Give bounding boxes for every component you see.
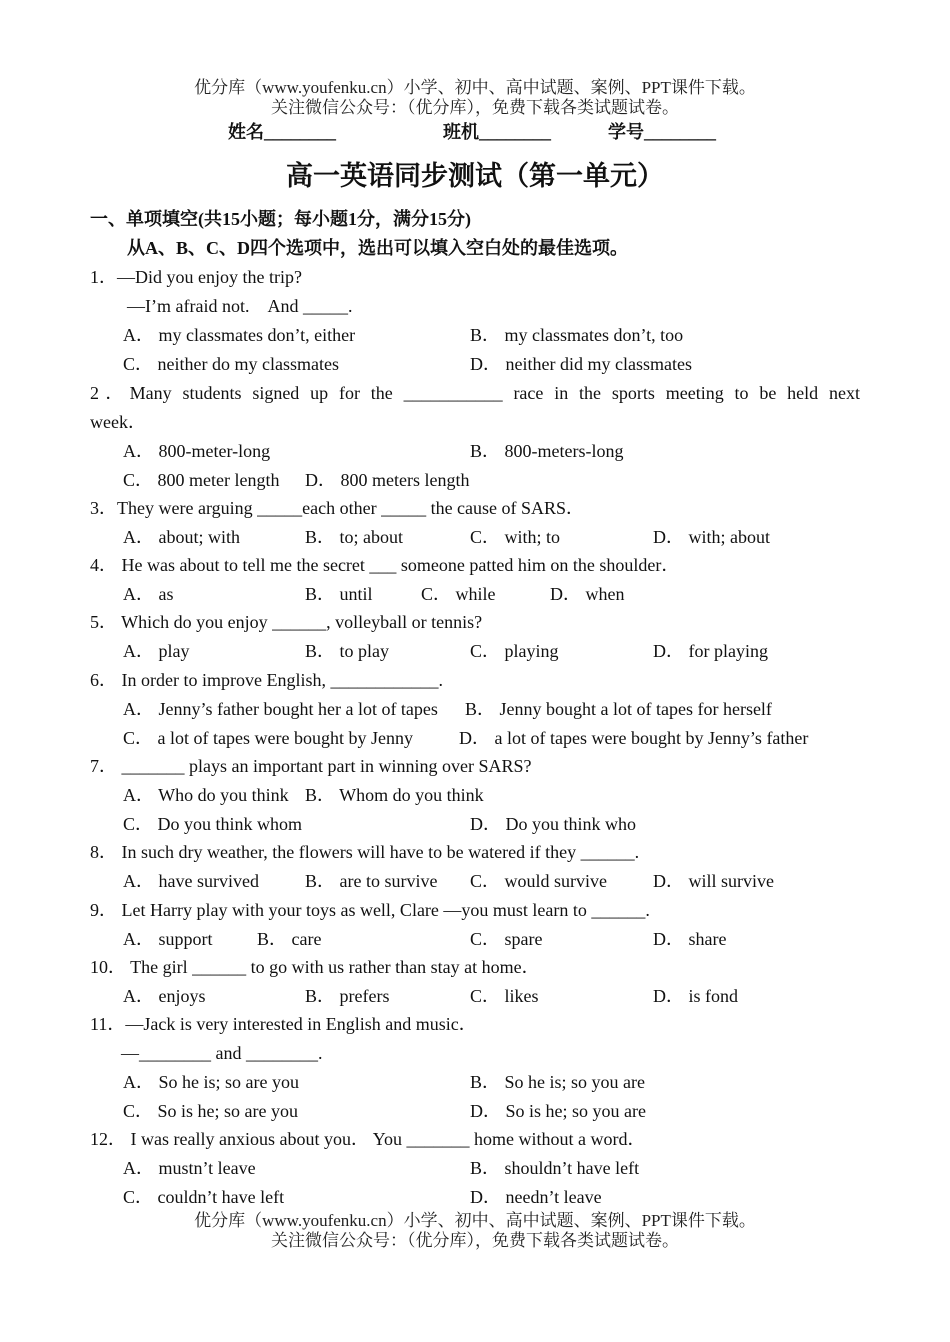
option-d: D． a lot of tapes were bought by Jenny’s father: [459, 728, 809, 748]
option-d: D． 800 meters length: [305, 470, 470, 490]
option-c: C． Do you think whom: [123, 814, 303, 834]
option-b: B． shouldn’t have left: [470, 1158, 640, 1178]
option-b: B． care: [257, 929, 322, 949]
question-stem: 2．Many students signed up for the ___________ race in the sports meeting to be held next: [90, 383, 860, 403]
question-stem-2: —I’m afraid not. And _____.: [127, 296, 353, 316]
option-b: B． are to survive: [305, 871, 438, 891]
section-instruction: 从A、B、C、D四个选项中，选出可以填入空白处的最佳选项。: [127, 238, 629, 258]
question-stem: 4． He was about to tell me the secret ___ someone patted him on the shoulder．: [90, 555, 680, 575]
option-b: B． Whom do you think: [305, 785, 484, 805]
section-heading: 一、单项填空(共15小题；每小题1分，满分15分): [90, 209, 471, 229]
question-stem: 10． The girl ______ to go with us rather than stay at home．: [90, 957, 540, 977]
option-a: A． about; with: [123, 527, 240, 547]
option-d: D． for playing: [653, 641, 768, 661]
option-a: A． So he is; so are you: [123, 1072, 299, 1092]
option-d: D． Do you think who: [470, 814, 636, 834]
option-a: A． mustn’t leave: [123, 1158, 256, 1178]
question-stem: 11．—Jack is very interested in English and music．: [90, 1014, 477, 1034]
option-c: C． likes: [470, 986, 539, 1006]
option-c: C． spare: [470, 929, 543, 949]
option-b: B． 800-meters-long: [470, 441, 624, 461]
page-title: 高一英语同步测试（第一单元）: [286, 161, 664, 191]
option-a: A． support: [123, 929, 213, 949]
number-field: 学号________: [608, 122, 716, 142]
option-d: D． neither did my classmates: [470, 354, 692, 374]
question-stem: 3．They were arguing _____each other _____ the cause of SARS．: [90, 498, 585, 518]
header-line-1: 优分库（www.youfenku.cn）小学、初中、高中试题、案例、PPT课件下载。: [194, 78, 756, 97]
header-line-2: 关注微信公众号：（优分库），免费下载各类试题试卷。: [271, 98, 679, 117]
question-stem: 7． _______ plays an important part in winning over SARS?: [90, 756, 532, 776]
option-b: B． to; about: [305, 527, 403, 547]
option-a: A． as: [123, 584, 174, 604]
option-c: C． 800 meter length: [123, 470, 280, 490]
option-a: A． my classmates don’t, either: [123, 325, 356, 345]
option-c: C． a lot of tapes were bought by Jenny: [123, 728, 413, 748]
question-stem-2: week．: [90, 412, 146, 432]
option-a: A． 800-meter-long: [123, 441, 271, 461]
question-stem: 9． Let Harry play with your toys as well, Clare —you must learn to ______.: [90, 900, 650, 920]
option-d: D． with; about: [653, 527, 770, 547]
option-d: D． will survive: [653, 871, 774, 891]
name-field: 姓名________: [228, 122, 336, 142]
option-c: C． neither do my classmates: [123, 354, 339, 374]
option-a: A． Jenny’s father bought her a lot of tapes: [123, 699, 438, 719]
question-stem: 5． Which do you enjoy ______, volleyball or tennis?: [90, 612, 483, 632]
option-d: D． So is he; so you are: [470, 1101, 646, 1121]
option-b: B． to play: [305, 641, 389, 661]
option-c: C． playing: [470, 641, 559, 661]
option-c: C． while: [421, 584, 496, 604]
option-d: D． when: [550, 584, 625, 604]
option-d: D． share: [653, 929, 727, 949]
question-stem: 8． In such dry weather, the flowers will have to be watered if they ______.: [90, 842, 640, 862]
option-c: C． couldn’t have left: [123, 1187, 285, 1207]
option-c: C． So is he; so are you: [123, 1101, 298, 1121]
option-c: C． with; to: [470, 527, 561, 547]
option-b: B． Jenny bought a lot of tapes for herself: [465, 699, 772, 719]
option-d: D． is fond: [653, 986, 738, 1006]
option-b: B． So he is; so you are: [470, 1072, 645, 1092]
class-field: 班机________: [443, 122, 551, 142]
option-d: D． needn’t leave: [470, 1187, 602, 1207]
option-b: B． until: [305, 584, 373, 604]
option-a: A． Who do you think: [123, 785, 289, 805]
option-b: B． prefers: [305, 986, 390, 1006]
question-stem-2: —________ and ________.: [121, 1043, 323, 1063]
option-c: C． would survive: [470, 871, 607, 891]
footer-line-2: 关注微信公众号：（优分库），免费下载各类试题试卷。: [271, 1231, 679, 1250]
option-a: A． have survived: [123, 871, 259, 891]
option-a: A． enjoys: [123, 986, 206, 1006]
footer-line-1: 优分库（www.youfenku.cn）小学、初中、高中试题、案例、PPT课件下载。: [194, 1211, 756, 1230]
question-stem: 1．—Did you enjoy the trip?: [90, 267, 302, 287]
question-stem: 12． I was really anxious about you． You _______ home without a word．: [90, 1129, 646, 1149]
question-stem: 6． In order to improve English, ____________.: [90, 670, 443, 690]
option-a: A． play: [123, 641, 190, 661]
option-b: B． my classmates don’t, too: [470, 325, 684, 345]
